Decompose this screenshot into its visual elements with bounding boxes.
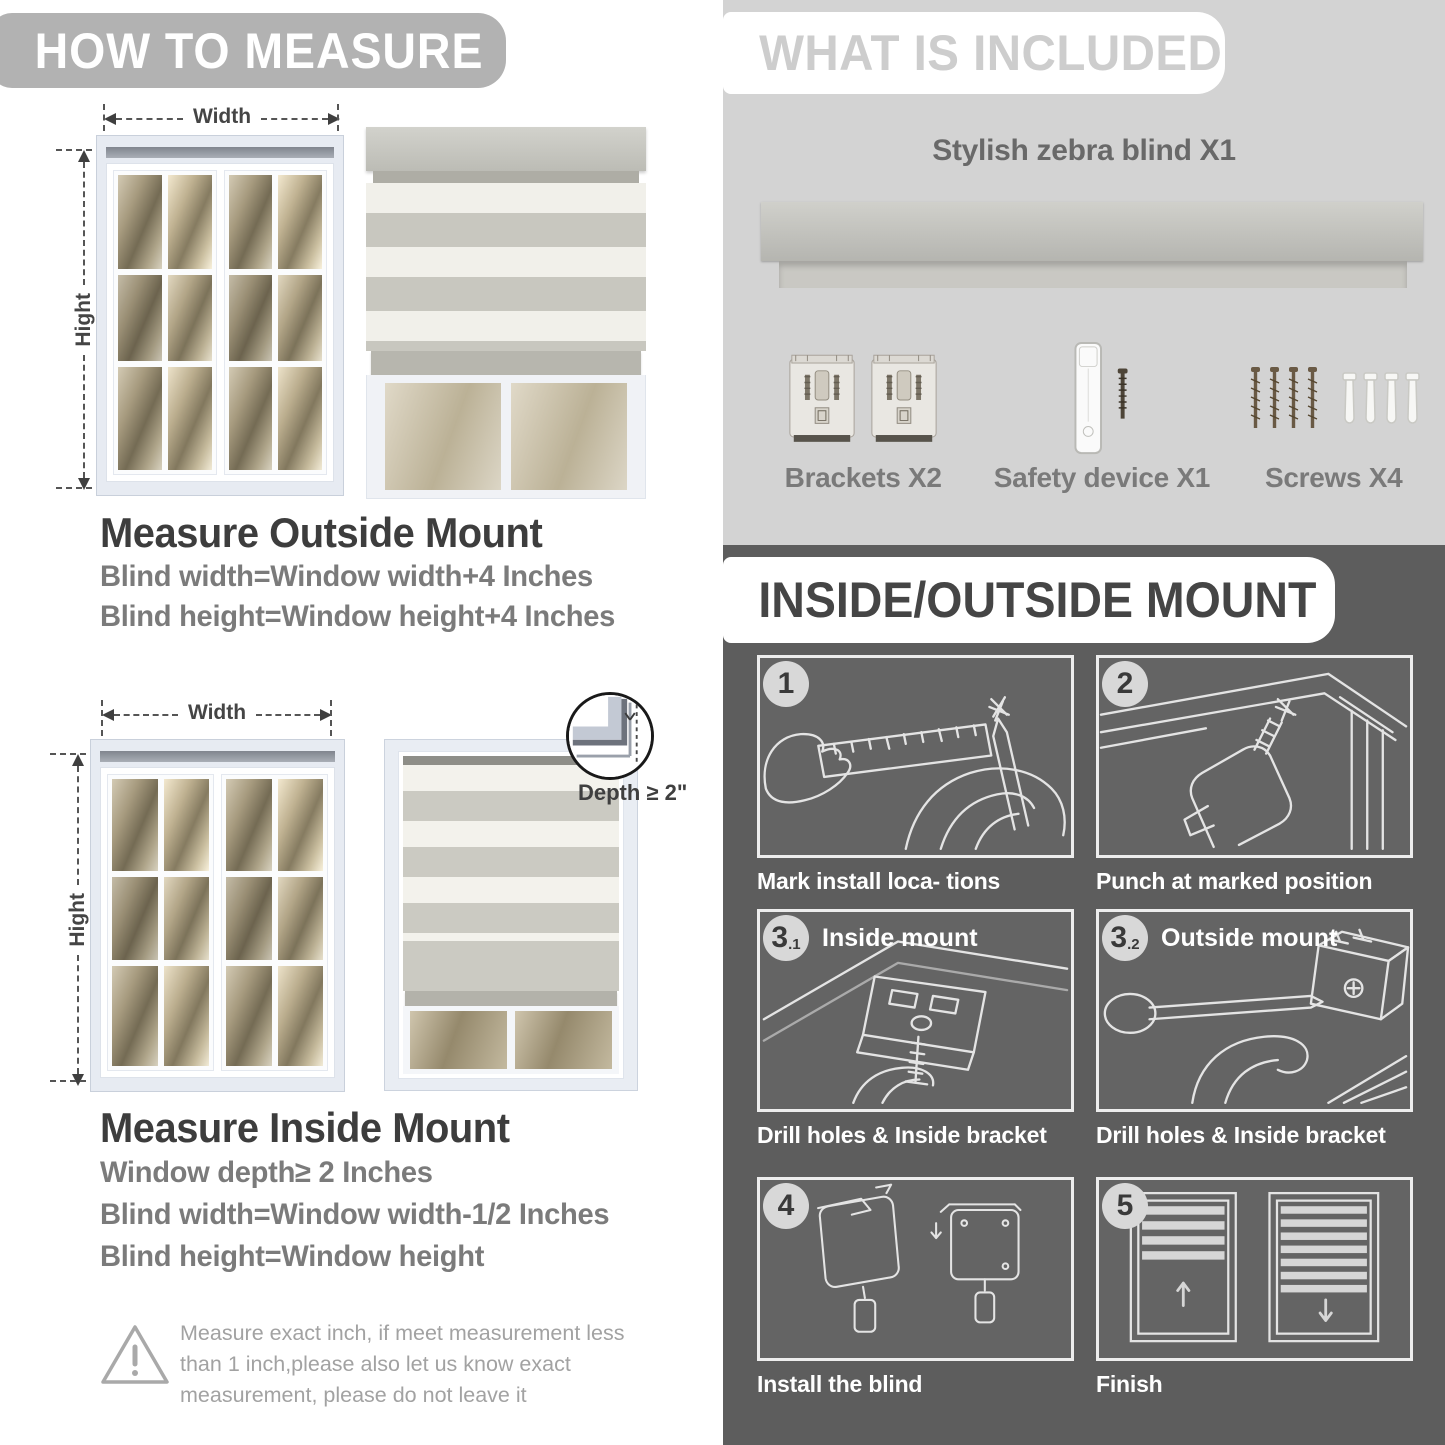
- step-3-2-panel: [1096, 909, 1413, 1112]
- safety-device-icon: [1054, 341, 1150, 459]
- warning-line: measurement, please do not leave it: [180, 1383, 527, 1407]
- blind-bottom-rail: [405, 991, 617, 1006]
- blind-headrail-lip: [373, 171, 639, 183]
- window-pane: [385, 383, 501, 490]
- outside-mount-formula-width: Blind width=Window width+4 Inches: [100, 560, 593, 593]
- what-is-included-section: [723, 0, 1445, 545]
- dashed-line: [83, 162, 85, 285]
- step-5-caption: Finish: [1096, 1371, 1163, 1397]
- blind-solid-band: [403, 941, 619, 991]
- outside-mount-formula-height: Blind height=Window height+4 Inches: [100, 600, 615, 633]
- window-pane: [226, 966, 272, 1066]
- bracket-icon: [868, 353, 940, 447]
- blind-headrail: [366, 127, 646, 171]
- inside-mount-formula-width: Blind width=Window width-1/2 Inches: [100, 1198, 610, 1231]
- included-item-screws: [1226, 338, 1441, 494]
- arrow-left-icon: [104, 113, 116, 125]
- step-number: 3: [1110, 921, 1128, 954]
- window-photo-inside: [90, 739, 345, 1092]
- included-items: [749, 338, 1441, 494]
- width-arrow: [102, 703, 332, 727]
- step-1-panel: [757, 655, 1074, 858]
- outside-mount-heading: Measure Outside Mount: [100, 509, 543, 556]
- dashed-line: [83, 355, 85, 478]
- steps-row: [757, 655, 1413, 895]
- window-pane: [112, 966, 158, 1066]
- window-top-rail: [100, 751, 335, 762]
- window-pane: [229, 275, 273, 360]
- stylish-zebra-blind-label: Stylish zebra blind X1: [932, 134, 1236, 167]
- step-number-badge: [1102, 1183, 1148, 1229]
- width-arrow: [104, 107, 340, 131]
- zebra-blind-outside-mount: [366, 127, 646, 499]
- dashed-line: [256, 714, 320, 716]
- step-5: [1096, 1177, 1413, 1398]
- window-pane: [164, 877, 210, 960]
- step-number: 1: [777, 667, 795, 700]
- window-pane: [226, 779, 272, 871]
- blind-headrail-image: [761, 202, 1423, 261]
- screws-icon: [1243, 361, 1425, 439]
- window-pane: [168, 275, 212, 360]
- window-pane: [410, 1011, 507, 1069]
- window-pane: [278, 367, 322, 470]
- step-3-1-panel: [757, 909, 1074, 1112]
- window-sliver: [366, 375, 646, 499]
- included-item-brackets: [749, 338, 977, 494]
- arrow-left-icon: [102, 709, 114, 721]
- arrow-up-icon: [72, 754, 84, 766]
- step-number-badge: [763, 915, 809, 961]
- warning-line: than 1 inch,please also let us know exact: [180, 1352, 571, 1376]
- inside-mount-formula-height: Blind height=Window height: [100, 1240, 485, 1273]
- dashed-line: [116, 118, 183, 120]
- window-door: [107, 774, 214, 1071]
- window-pane: [278, 779, 324, 871]
- window-pane: [278, 175, 322, 269]
- window-door: [113, 170, 217, 475]
- step-3-2-caption: Drill holes & Inside bracket: [1096, 1122, 1386, 1148]
- step-number: 2: [1116, 667, 1134, 700]
- dashed-line: [77, 955, 79, 1074]
- brackets-label: Brackets X2: [784, 462, 942, 493]
- inside-outside-mount-header: [723, 557, 1335, 643]
- window-pane: [118, 175, 162, 269]
- blind-bottom-rail: [371, 351, 641, 375]
- safety-device-label: Safety device X1: [993, 462, 1211, 493]
- anchor-icon: [1343, 373, 1419, 423]
- window-pane: [229, 175, 273, 269]
- step-number: 5: [1116, 1189, 1134, 1222]
- window-pane: [168, 175, 212, 269]
- window-pane: [226, 877, 272, 960]
- hight-label: Hight: [66, 893, 89, 947]
- bracket-icon: [786, 353, 858, 447]
- window-door: [221, 774, 328, 1071]
- window-pane: [278, 275, 322, 360]
- warning-note: [180, 1318, 625, 1411]
- step-number: 4: [777, 1189, 795, 1222]
- step-number-badge: [763, 1183, 809, 1229]
- window-pane: [511, 383, 627, 490]
- screws-label: Screws X4: [1265, 462, 1403, 493]
- window-pane: [278, 877, 324, 960]
- what-is-included-title: WHAT IS INCLUDED: [759, 25, 1223, 81]
- step-4-caption: Install the blind: [757, 1371, 923, 1397]
- depth-label: Depth ≥ 2": [578, 780, 688, 805]
- width-label: Width: [187, 701, 247, 724]
- window-door: [224, 170, 328, 475]
- included-item-safety-device: [977, 338, 1226, 494]
- blind-headrail-lip-image: [779, 261, 1407, 288]
- window-pane: [168, 367, 212, 470]
- step-5-panel: [1096, 1177, 1413, 1361]
- how-to-measure-title: HOW TO MEASURE: [34, 22, 484, 79]
- step-2-panel: [1096, 655, 1413, 858]
- step-2: [1096, 655, 1413, 895]
- inside-outside-mount-title: INSIDE/OUTSIDE MOUNT: [758, 572, 1317, 628]
- steps-row: [757, 909, 1413, 1149]
- right-column: [723, 0, 1445, 1445]
- hight-arrow: [66, 754, 90, 1086]
- inside-mount-depth-rule: Window depth≥ 2 Inches: [100, 1156, 433, 1189]
- window-top-rail: [106, 147, 334, 158]
- step-1: [757, 655, 1074, 895]
- step-number-badge: [1102, 661, 1148, 707]
- safety-device-image: [1054, 338, 1150, 462]
- how-to-measure-header: [0, 13, 506, 88]
- window-pane: [515, 1011, 612, 1069]
- hight-label: Hight: [72, 293, 95, 347]
- step-4-panel: [757, 1177, 1074, 1361]
- installation-steps: [757, 655, 1413, 1398]
- width-label: Width: [192, 105, 252, 128]
- window-pane: [278, 966, 324, 1066]
- step-3-2-title: Outside mount: [1161, 924, 1338, 952]
- warning-triangle-icon: [98, 1322, 172, 1390]
- window-pane: [112, 877, 158, 960]
- window-doors: [106, 163, 334, 482]
- warning-line: Measure exact inch, if meet measurement less: [180, 1321, 625, 1345]
- window-sliver: [403, 1006, 619, 1074]
- blind-stripes: [366, 183, 646, 351]
- step-subnumber: .1: [788, 935, 801, 953]
- window-pane: [112, 779, 158, 871]
- arrow-up-icon: [78, 150, 90, 162]
- window-pane: [164, 966, 210, 1066]
- step-3-1: [757, 909, 1074, 1149]
- window-pane: [164, 779, 210, 871]
- hight-arrow: [72, 150, 96, 490]
- window-doors: [100, 767, 335, 1078]
- step-subnumber: .2: [1127, 935, 1140, 953]
- steps-row: [757, 1177, 1413, 1398]
- screws-images: [1243, 338, 1425, 462]
- step-3-1-caption: Drill holes & Inside bracket: [757, 1122, 1047, 1148]
- brackets-images: [786, 338, 940, 462]
- step-1-caption: Mark install loca- tions: [757, 868, 1001, 894]
- dashed-line: [114, 714, 178, 716]
- window-photo-outside: [96, 135, 344, 496]
- step-number: 3: [771, 921, 789, 954]
- inside-outside-mount-section: [723, 545, 1445, 1445]
- step-2-caption: Punch at marked position: [1096, 868, 1373, 894]
- inside-mount-heading: Measure Inside Mount: [100, 1104, 510, 1151]
- step-number-badge: [1102, 915, 1148, 961]
- magnifier-depth-detail-icon: [566, 692, 654, 780]
- step-number-badge: [763, 661, 809, 707]
- step-4: [757, 1177, 1074, 1398]
- dashed-line: [261, 118, 328, 120]
- step-3-1-title: Inside mount: [822, 924, 978, 952]
- window-pane: [229, 367, 273, 470]
- window-pane: [118, 275, 162, 360]
- window-pane: [118, 367, 162, 470]
- dashed-line: [77, 766, 79, 885]
- what-is-included-header: [723, 12, 1225, 94]
- step-3-2: [1096, 909, 1413, 1149]
